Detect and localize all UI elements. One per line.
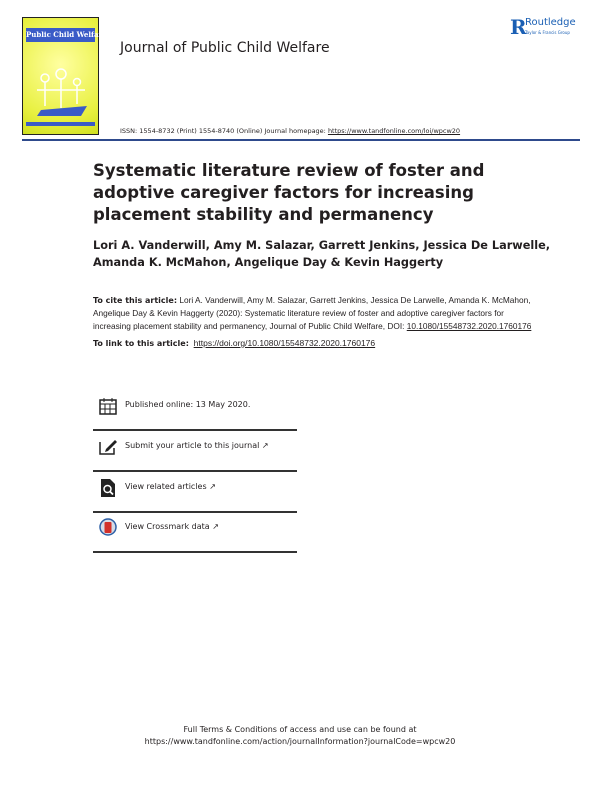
edit-icon [98,437,118,457]
submit-label: Submit your article to this journal ↗ [125,441,269,450]
article-doi-url[interactable]: https://doi.org/10.1080/15548732.2020.1760176 [193,338,376,348]
published-date: Published online: 13 May 2020. [125,400,251,409]
external-link-icon: ↗ [261,441,269,450]
article-title: Systematic literature review of foster and adoptive caregiver factors for increasing placement stability and permanency [93,161,485,224]
publisher-sub: Taylor & Francis Group [525,30,570,35]
divider [93,511,297,513]
article-link-line [93,338,375,348]
cite-label: To cite this article: [93,296,178,305]
external-link-icon: ↗ [212,522,219,531]
cover-band-bottom [26,122,95,126]
terms-footer [0,724,600,748]
terms-line: Full Terms & Conditions of access and use can be found at [183,725,417,734]
terms-url[interactable]: https://www.tandfonline.com/action/journalInformation?journalCode=wpcw20 [144,737,456,746]
routledge-r-icon: R [510,15,527,39]
doi-link[interactable]: 10.1080/15548732.2020.1760176 [406,320,532,331]
issn-line [120,127,460,135]
article-authors: Lori A. Vanderwill, Amy M. Salazar, Garrett Jenkins, Jessica De Larwelle, Amanda K. McMahon, Angelique Day & Kevin Haggerty [93,239,551,269]
divider [93,429,297,431]
calendar-icon [98,396,118,416]
routledge-logo [510,17,585,39]
issn-text: ISSN: 1554-8732 (Print) 1554-8740 (Online) Journal homepage: [120,127,328,135]
journal-cover-image [22,17,107,135]
cite-text: Lori A. Vanderwill, Amy M. Salazar, Garrett Jenkins, Jessica De Larwelle, Amanda K. McMahon, Angelique Day & Kevin Haggerty (2020): Systematic literature review of foster and adoptive caregiver factors for increasing placement stability and permanency, Journal of Public Child Welfare, DOI: [93,295,531,331]
header-rule [22,139,580,141]
citation-block [93,294,533,332]
document-search-icon [98,478,118,498]
divider [93,470,297,472]
link-label: To link to this article: [93,339,189,348]
journal-title: Journal of Public Child Welfare [120,40,330,56]
related-label: View related articles ↗ [125,482,216,491]
journal-homepage-link[interactable]: https://www.tandfonline.com/loi/wpcw20 [327,127,461,135]
family-figures-icon [31,68,91,118]
external-link-icon: ↗ [209,482,216,491]
divider [93,551,297,553]
crossmark-label: View Crossmark data ↗ [125,522,219,531]
cover-title: Public Child Welfare [26,28,95,42]
publisher-name: Routledge [525,17,576,28]
crossmark-icon [98,518,118,538]
